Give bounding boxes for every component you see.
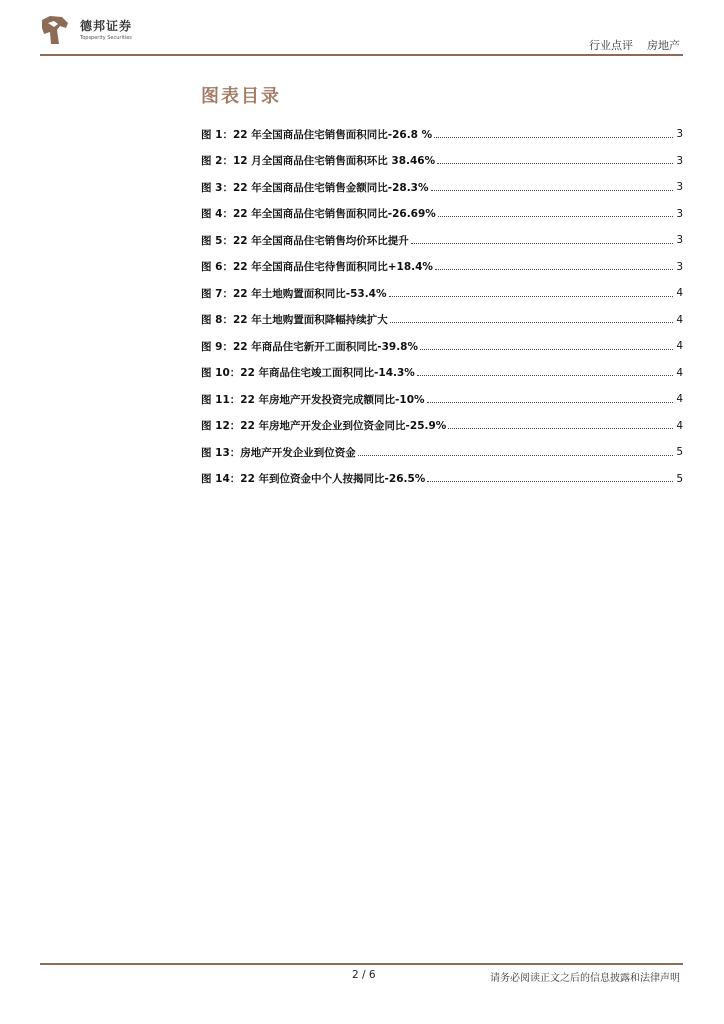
legal-disclaimer: 请务必阅读正文之后的信息披露和法律声明 xyxy=(490,973,680,984)
page-indicator: 2 / 6 xyxy=(352,969,376,981)
toc-entry[interactable] xyxy=(201,413,683,440)
sector-label: 房地产 xyxy=(647,39,680,52)
toc-title: 图表目录 xyxy=(201,86,281,107)
toc-leader-dots xyxy=(358,447,674,456)
report-category xyxy=(589,37,680,53)
toc-entry-page: 3 xyxy=(676,234,683,247)
logo-company-english: Topsperity Securities xyxy=(80,35,132,41)
footer-divider xyxy=(40,963,683,965)
toc-leader-dots xyxy=(390,314,674,323)
toc-entry[interactable] xyxy=(201,333,683,360)
toc-entry[interactable] xyxy=(201,360,683,387)
toc-entry-label: 图 13：房地产开发企业到位资金 xyxy=(201,446,356,459)
toc-entry-label: 图 7：22 年土地购置面积同比-53.4% xyxy=(201,287,387,300)
toc-entry[interactable] xyxy=(201,307,683,334)
toc-entry-label: 图 9：22 年商品住宅新开工面积同比-39.8% xyxy=(201,340,419,353)
toc-entry-page: 3 xyxy=(676,181,683,194)
toc-entry-label: 图 6：22 年全国商品住宅待售面积同比+18.4% xyxy=(201,261,433,274)
toc-entry-page: 3 xyxy=(676,128,683,141)
toc-leader-dots xyxy=(438,208,673,217)
logo-company-name: 德邦证券 xyxy=(80,19,133,33)
horse-icon xyxy=(40,14,70,46)
toc-entry[interactable] xyxy=(201,148,683,175)
toc-leader-dots xyxy=(435,261,673,270)
toc-entry-label: 图 3：22 年全国商品住宅销售金额同比-28.3% xyxy=(201,181,429,194)
toc-entry-page: 4 xyxy=(676,366,683,379)
toc-leader-dots xyxy=(420,341,673,350)
toc-leader-dots xyxy=(427,394,674,403)
toc-leader-dots xyxy=(431,182,674,191)
toc-leader-dots xyxy=(427,473,673,482)
toc-entry-page: 5 xyxy=(676,446,683,459)
toc-entry-page: 4 xyxy=(676,393,683,406)
toc-entry[interactable] xyxy=(201,386,683,413)
toc-entry-label: 图 5：22 年全国商品住宅销售均价环比提升 xyxy=(201,234,409,247)
toc-entry-page: 3 xyxy=(676,207,683,220)
toc-entry[interactable] xyxy=(201,280,683,307)
toc-list xyxy=(201,121,683,492)
toc-leader-dots xyxy=(389,288,674,297)
toc-entry-page: 4 xyxy=(676,419,683,432)
toc-leader-dots xyxy=(411,235,674,244)
toc-entry-label: 图 4：22 年全国商品住宅销售面积同比-26.69% xyxy=(201,208,436,221)
toc-entry-page: 4 xyxy=(676,287,683,300)
toc-entry[interactable] xyxy=(201,121,683,148)
toc-entry[interactable] xyxy=(201,227,683,254)
toc-entry-page: 3 xyxy=(676,260,683,273)
toc-entry-label: 图 1：22 年全国商品住宅销售面积同比-26.8 % xyxy=(201,128,433,141)
toc-entry[interactable] xyxy=(201,439,683,466)
toc-entry-page: 4 xyxy=(676,313,683,326)
category-label: 行业点评 xyxy=(589,39,633,52)
header-divider xyxy=(40,54,683,56)
toc-entry[interactable] xyxy=(201,254,683,281)
company-logo xyxy=(40,14,152,50)
toc-entry-page: 4 xyxy=(676,340,683,353)
toc-entry-label: 图 10：22 年商品住宅竣工面积同比-14.3% xyxy=(201,367,415,380)
toc-entry-page: 5 xyxy=(676,472,683,485)
toc-leader-dots xyxy=(448,420,673,429)
toc-entry-label: 图 12：22 年房地产开发企业到位资金同比-25.9% xyxy=(201,420,447,433)
toc-entry[interactable] xyxy=(201,466,683,493)
toc-entry-label: 图 11：22 年房地产开发投资完成额同比-10% xyxy=(201,393,425,406)
toc-leader-dots xyxy=(434,129,673,138)
toc-leader-dots xyxy=(417,367,673,376)
toc-entry-label: 图 8：22 年土地购置面积降幅持续扩大 xyxy=(201,314,388,327)
toc-entry-label: 图 14：22 年到位资金中个人按揭同比-26.5% xyxy=(201,473,426,486)
toc-leader-dots xyxy=(437,155,673,164)
toc-entry[interactable] xyxy=(201,201,683,228)
toc-entry-label: 图 2：12 月全国商品住宅销售面积环比 38.46% xyxy=(201,155,436,168)
toc-entry[interactable] xyxy=(201,174,683,201)
toc-entry-page: 3 xyxy=(676,154,683,167)
